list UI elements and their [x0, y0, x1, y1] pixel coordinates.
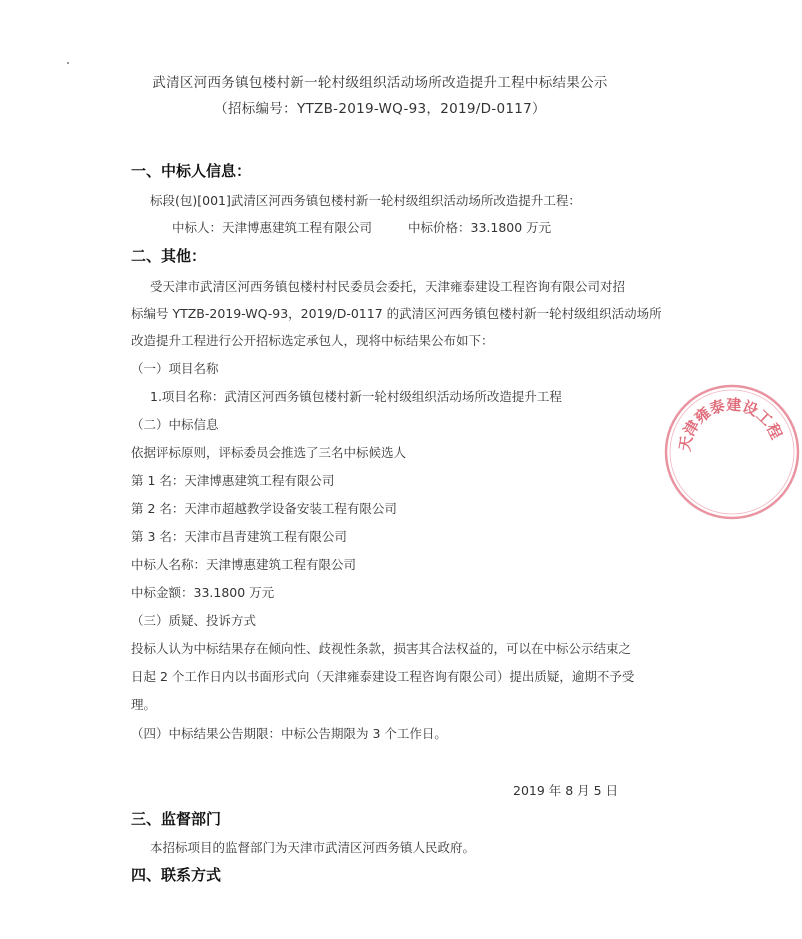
- complaint-line1: 投标人认为中标结果存在倾向性、歧视性条款，损害其合法权益的，可以在中标公示结束之: [131, 641, 632, 656]
- complaint-line2: 日起 2 个工作日内以书面形式向（天津雍泰建设工程咨询有限公司）提出质疑，逾期不予受: [131, 669, 635, 684]
- candidate-rank-3: 第 3 名：天津市昌青建筑工程有限公司: [131, 529, 347, 544]
- subsection-bid-info: （二）中标信息: [131, 417, 219, 432]
- doc-subtitle-tender-number: （招标编号：YTZB-2019-WQ-93，2019/D-0117）: [214, 101, 546, 117]
- candidate-rank-1: 第 1 名：天津博惠建筑工程有限公司: [131, 473, 335, 488]
- section-3-heading: 三、监督部门: [131, 810, 222, 828]
- evaluation-basis: 依据评标原则，评标委员会推选了三名中标候选人: [131, 445, 407, 460]
- doc-title: 武清区河西务镇包楼村新一轮村级组织活动场所改造提升工程中标结果公示: [152, 75, 608, 91]
- publication-period: （四）中标结果公告期限：中标公告期限为 3 个工作日。: [131, 726, 447, 741]
- svg-text:天津雍泰建设工程: 天津雍泰建设工程: [675, 395, 786, 453]
- intro-paragraph-line3: 改造提升工程进行公开招标选定承包人，现将中标结果公布如下：: [131, 333, 494, 348]
- candidate-rank-2: 第 2 名：天津市超越教学设备安装工程有限公司: [131, 501, 397, 516]
- supervision-text: 本招标项目的监督部门为天津市武清区河西务镇人民政府。: [150, 840, 476, 855]
- winner-line: 中标人：天津博惠建筑工程有限公司: [172, 220, 373, 235]
- scan-speck: [67, 62, 69, 64]
- price-line: 中标价格：33.1800 万元: [408, 220, 552, 235]
- section-4-heading: 四、联系方式: [131, 866, 222, 884]
- company-seal: [662, 382, 802, 522]
- subsection-project-name: （一）项目名称: [131, 361, 219, 376]
- winner-name-line: 中标人名称：天津博惠建筑工程有限公司: [131, 557, 357, 572]
- complaint-line3: 理。: [131, 697, 157, 712]
- intro-paragraph-line1: 受天津市武清区河西务镇包楼村村民委员会委托，天津雍泰建设工程咨询有限公司对招: [150, 279, 626, 294]
- project-name-line: 1.项目名称：武清区河西务镇包楼村新一轮村级组织活动场所改造提升工程: [150, 389, 562, 404]
- subsection-complaints: （三）质疑、投诉方式: [131, 613, 257, 628]
- intro-paragraph-line2: 标编号 YTZB-2019-WQ-93，2019/D-0117 的武清区河西务镇包楼村新一轮村级组织活动场所: [131, 306, 662, 321]
- bid-amount-line: 中标金额：33.1800 万元: [131, 585, 275, 600]
- section-1-heading: 一、中标人信息：: [131, 162, 252, 180]
- section-2-heading: 二、其他：: [131, 247, 207, 265]
- announcement-date: 2019 年 8 月 5 日: [513, 783, 619, 798]
- lot-line: 标段(包)[001]武清区河西务镇包楼村新一轮村级组织活动场所改造提升工程：: [150, 193, 581, 208]
